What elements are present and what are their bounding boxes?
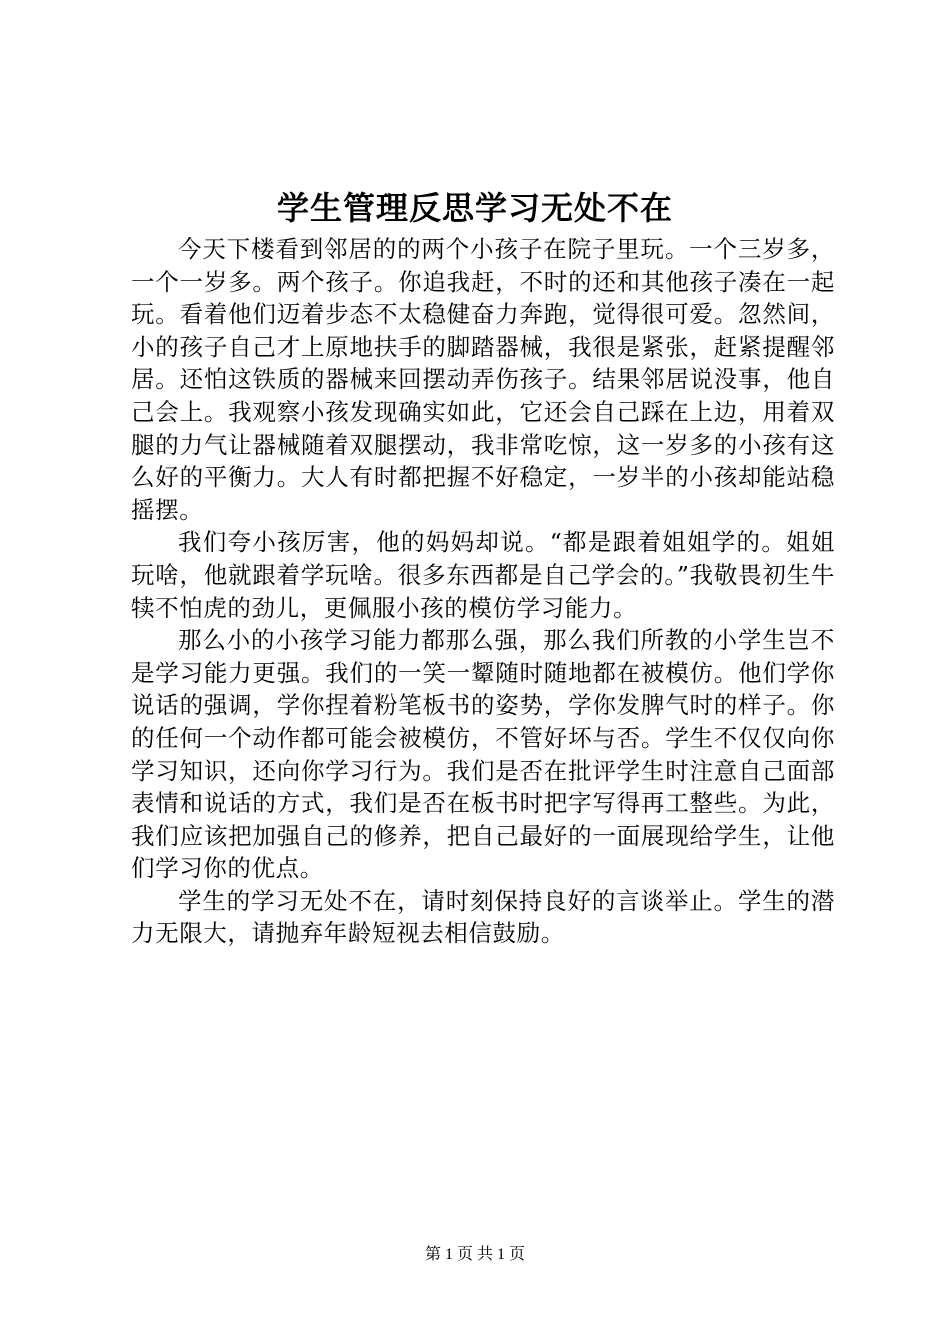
page-footer: 第 1 页 共 1 页 <box>424 1246 525 1263</box>
paragraph-4: 学生的学习无处不在，请时刻保持良好的言谈举止。学生的潜力无限大，请抛弃年龄短视去相信鼓励。 <box>131 886 835 948</box>
document-title: 学生管理反思学习无处不在 <box>276 189 673 227</box>
document-body <box>131 233 835 950</box>
paragraph-3: 那么小的小孩学习能力都那么强，那么我们所教的小学生岂不是学习能力更强。我们的一笑一颦随时随地都在被模仿。他们学你说话的强调，学你捏着粉笔板书的姿势，学你发脾气时的样子。你的任何一个动作都可能会被模仿，不管好坏与否。学生不仅仅向你学习知识，还向你学习行为。我们是否在批评学生时注意自己面部表情和说话的方式，我们是否在板书时把字写得再工整些。为此，我们应该把加强自己的修养，把自己最好的一面展现给学生，让他们学习你的优点。 <box>131 626 835 883</box>
paragraph-2: 我们夸小孩厉害，他的妈妈却说。“都是跟着姐姐学的。姐姐玩啥，他就跟着学玩啥。很多东西都是自己学会的。”我敬畏初生牛犊不怕虎的劲儿，更佩服小孩的模仿学习能力。 <box>131 528 835 622</box>
paragraph-1: 今天下楼看到邻居的的两个小孩子在院子里玩。一个三岁多，一个一岁多。两个孩子。你追我赶，不时的还和其他孩子凑在一起玩。看着他们迈着步态不太稳健奋力奔跑，觉得很可爱。忽然间，小的孩子自己才上原地扶手的脚踏器械，我很是紧张，赶紧提醒邻居。还怕这铁质的器械来回摆动弄伤孩子。结果邻居说没事，他自己会上。我观察小孩发现确实如此，它还会自己踩在上边，用着双腿的力气让器械随着双腿摆动，我非常吃惊，这一岁多的小孩有这么好的平衡力。大人有时都把握不好稳定，一岁半的小孩却能站稳摇摆。 <box>131 235 835 524</box>
